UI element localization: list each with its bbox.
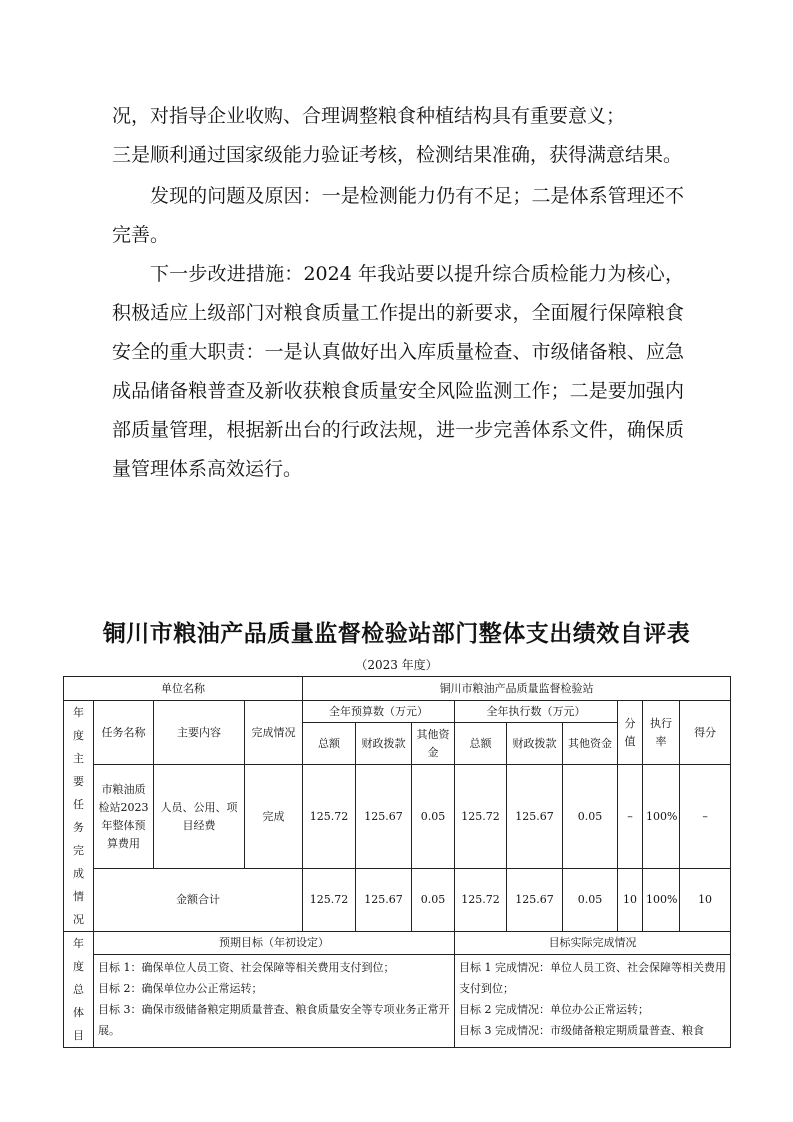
total-score: 10 bbox=[680, 869, 731, 932]
actual-goal-3: 目标 3 完成情况：市级储备粮定期质量普查、粮食 bbox=[459, 1023, 704, 1037]
total-exec-other: 0.05 bbox=[563, 869, 618, 932]
goals-row bbox=[64, 954, 731, 1047]
goals-header-expected: 预期目标（年初设定） bbox=[94, 932, 455, 955]
expected-goal-3: 目标 3：确保市级储备粮定期质量普查、粮食质量安全等专项业务正常开展。 bbox=[98, 1002, 450, 1037]
task-row bbox=[64, 765, 731, 869]
header-budget-total: 总额 bbox=[303, 723, 356, 765]
actual-goals bbox=[455, 954, 731, 1047]
task-name: 市粮油质检站2023年整体预算费用 bbox=[94, 765, 154, 869]
performance-table bbox=[63, 676, 731, 1048]
header-budget-other: 其他资金 bbox=[412, 723, 455, 765]
header-score-value: 分值 bbox=[618, 701, 643, 765]
header-exec-group: 全年执行数（万元） bbox=[455, 701, 618, 723]
actual-goal-1: 目标 1 完成情况：单位人员工资、社会保障等相关费用支付到位； bbox=[459, 960, 726, 995]
header-budget-fiscal: 财政拨款 bbox=[356, 723, 412, 765]
task-completion: 完成 bbox=[245, 765, 303, 869]
task-budget-fiscal: 125.67 bbox=[356, 765, 412, 869]
actual-goal-2: 目标 2 完成情况：单位办公正常运转； bbox=[459, 1002, 649, 1016]
table-year: （2023 年度） bbox=[355, 658, 438, 672]
header-exec-total: 总额 bbox=[455, 723, 507, 765]
task-score: – bbox=[680, 765, 731, 869]
task-budget-other: 0.05 bbox=[412, 765, 455, 869]
expected-goal-1: 目标 1：确保单位人员工资、社会保障等相关费用支付到位； bbox=[98, 960, 395, 974]
total-budget-other: 0.05 bbox=[412, 869, 455, 932]
paragraph-continuation-line-2: 三是顺利通过国家级能力验证考核，检测结果准确，获得满意结果。 bbox=[112, 144, 683, 166]
task-exec-rate: 100% bbox=[643, 765, 680, 869]
header-exec-fiscal: 财政拨款 bbox=[507, 723, 563, 765]
total-exec-rate: 100% bbox=[643, 869, 680, 932]
task-exec-total: 125.72 bbox=[455, 765, 507, 869]
header-row-1 bbox=[64, 701, 731, 723]
expected-goals bbox=[94, 954, 455, 1047]
total-row bbox=[64, 869, 731, 928]
total-exec-total: 125.72 bbox=[455, 869, 507, 932]
task-score-value: – bbox=[618, 765, 643, 869]
paragraph-improvements: 下一步改进措施：2024 年我站要以提升综合质检能力为核心，积极适应上级部门对粮食质量工作提出的新要求，全面履行保障粮食安全的重大职责：一是认真做好出入库质量检查、市级储备粮、应急成品储备粮普查及新收获粮食质量安全风险监测工作；二是要加强内部质量管理，根据新出台的行政法规，进一步完善体系文件，确保质量管理体系高效运行。 bbox=[112, 263, 684, 480]
goals-header-row bbox=[64, 932, 731, 955]
header-exec-other: 其他资金 bbox=[563, 723, 618, 765]
header-exec-rate: 执行率 bbox=[643, 701, 680, 765]
task-exec-fiscal: 125.67 bbox=[507, 765, 563, 869]
total-budget-fiscal: 125.67 bbox=[356, 869, 412, 932]
table-title: 铜川市粮油产品质量监督检验站部门整体支出绩效自评表 bbox=[102, 621, 691, 647]
header-completion: 完成情况 bbox=[245, 701, 303, 765]
goals-header-actual: 目标实际完成情况 bbox=[455, 932, 731, 955]
header-task-name: 任务名称 bbox=[94, 701, 154, 765]
unit-name-label: 单位名称 bbox=[64, 677, 303, 701]
total-score-value: 10 bbox=[618, 869, 643, 932]
header-main-content: 主要内容 bbox=[154, 701, 245, 765]
task-exec-other: 0.05 bbox=[563, 765, 618, 869]
expected-goal-2: 目标 2：确保单位办公正常运转； bbox=[98, 981, 263, 995]
task-main-content: 人员、公用、项目经费 bbox=[154, 765, 245, 869]
task-budget-total: 125.72 bbox=[303, 765, 356, 869]
total-label: 金额合计 bbox=[94, 869, 303, 932]
body-text bbox=[112, 97, 684, 489]
total-budget-total: 125.72 bbox=[303, 869, 356, 932]
section-overall-goals: 年度总体目 bbox=[64, 932, 94, 1048]
total-exec-fiscal: 125.67 bbox=[507, 869, 563, 932]
paragraph-problems: 发现的问题及原因：一是检测能力仍有不足；二是体系管理还不完善。 bbox=[112, 185, 684, 246]
section-annual-tasks: 年度主要任务完成情况 bbox=[64, 701, 94, 932]
header-budget-group: 全年预算数（万元） bbox=[303, 701, 455, 723]
paragraph-continuation-line-1: 况，对指导企业收购、合理调整粮食种植结构具有重要意义； bbox=[112, 105, 626, 127]
unit-name-value: 铜川市粮油产品质量监督检验站 bbox=[303, 677, 731, 701]
unit-name-row bbox=[64, 677, 731, 701]
header-score: 得分 bbox=[680, 701, 731, 765]
